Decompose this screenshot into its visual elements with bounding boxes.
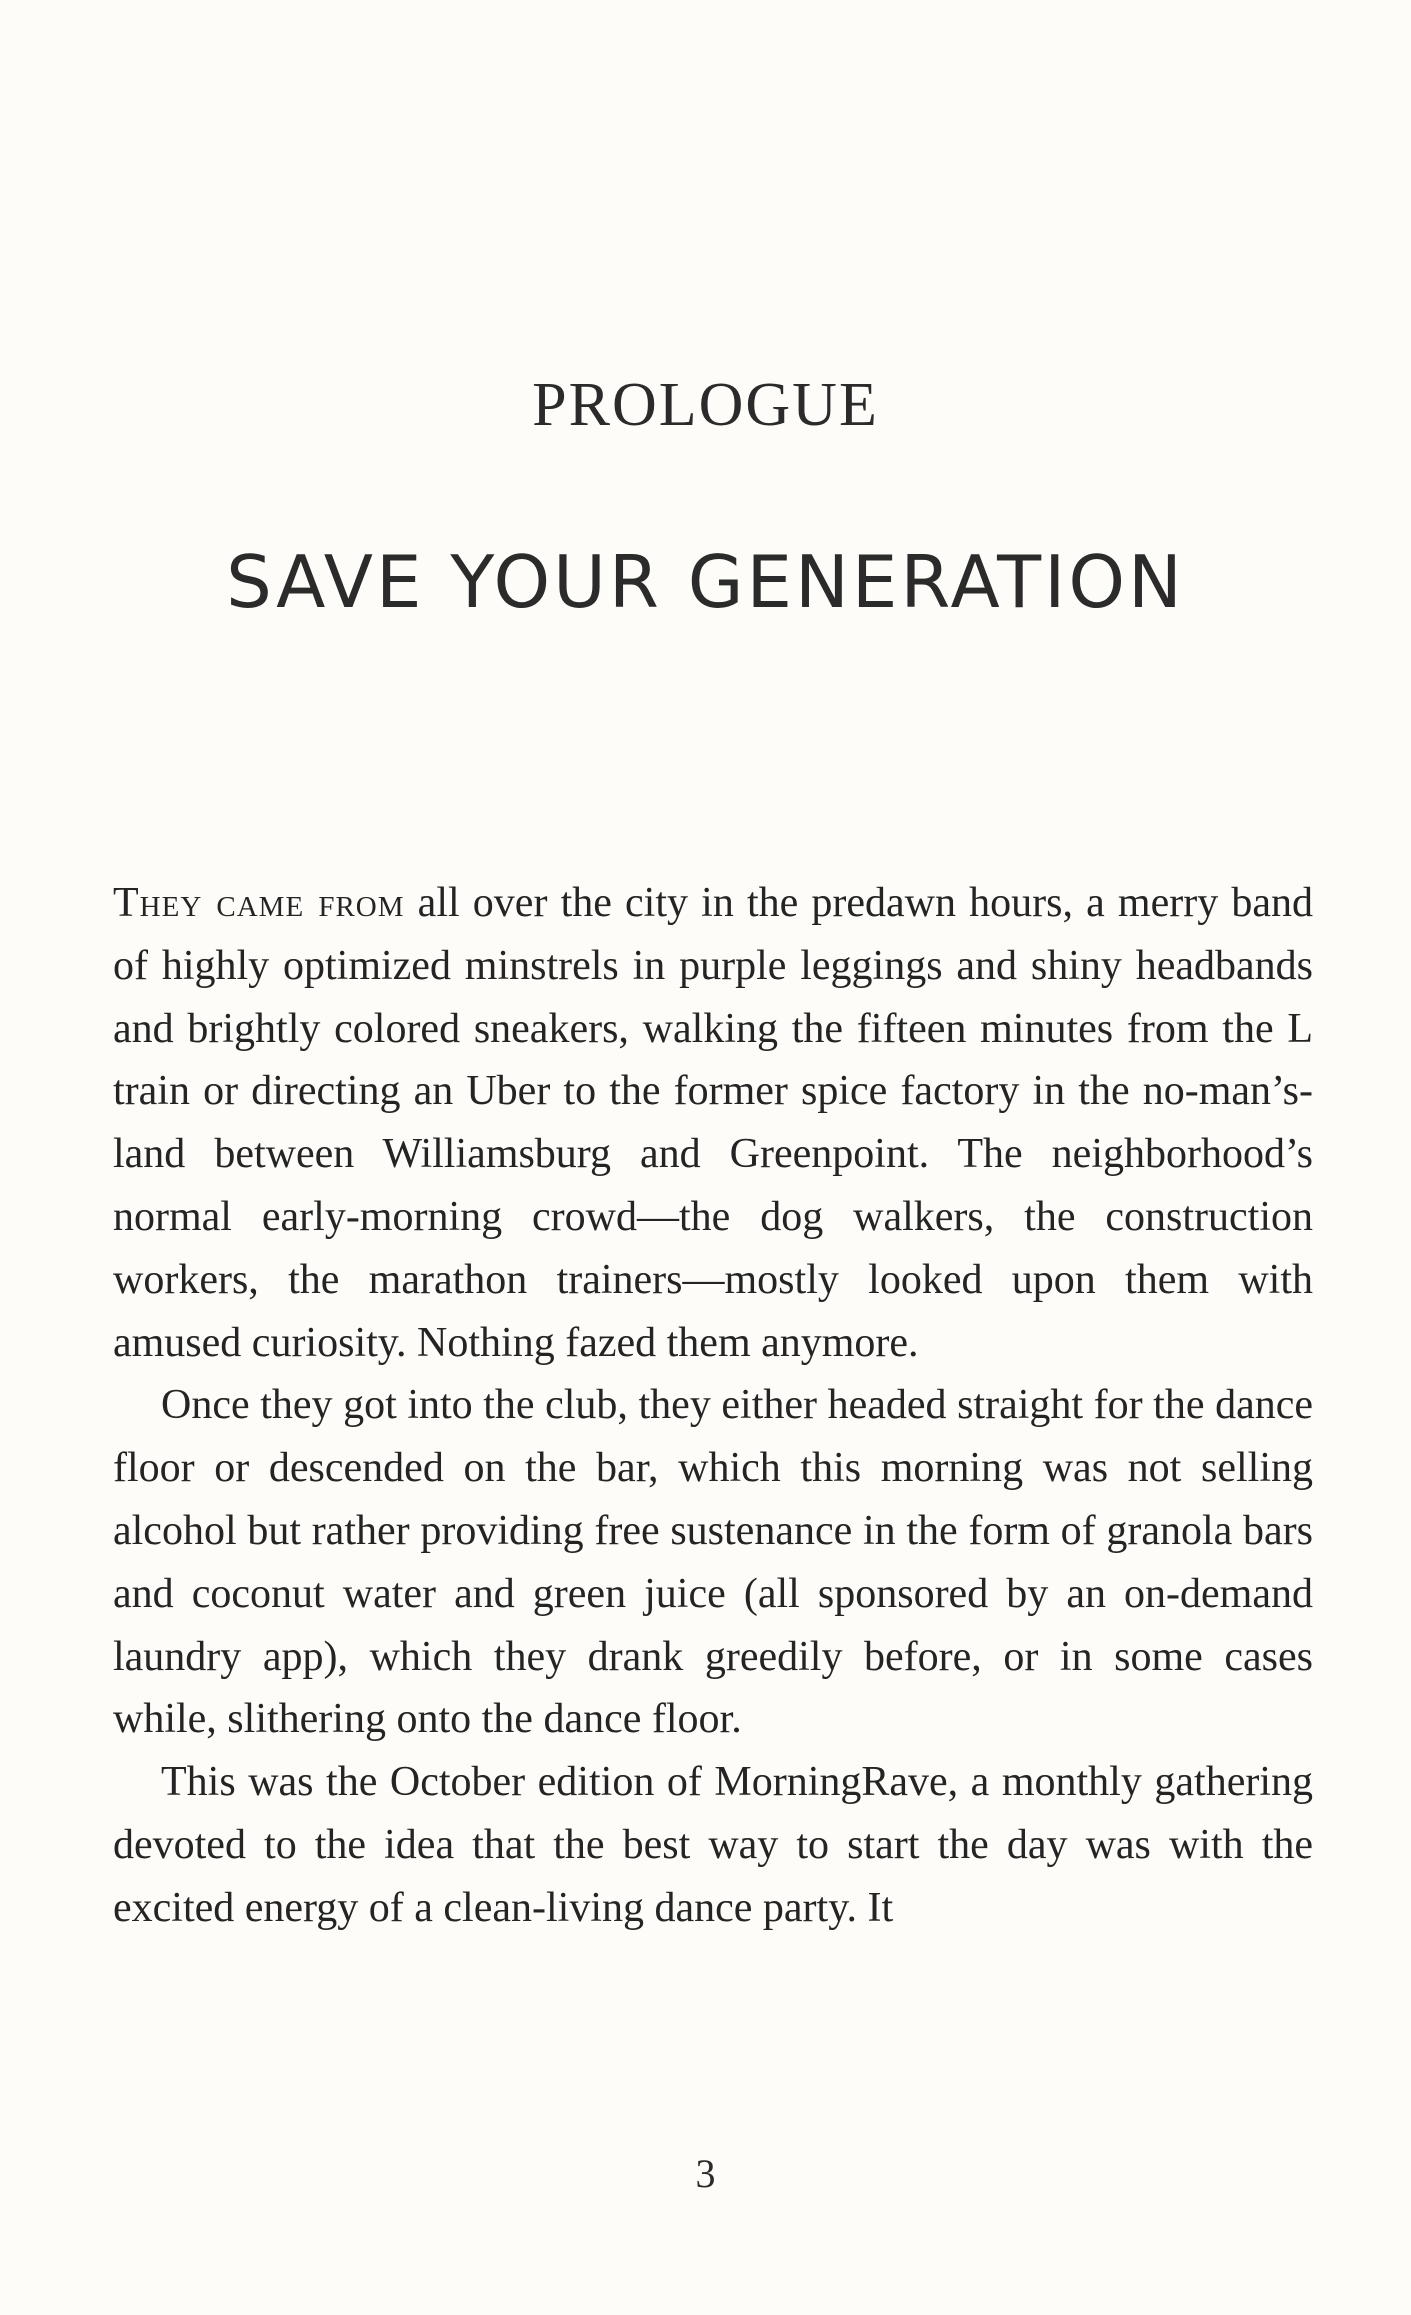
- paragraph-1: [113, 872, 1313, 1374]
- paragraph-2: Once they got into the club, they either headed straight for the dance floor or descended on the bar, which this morning was not selling alcohol but rather providing free sustenance in the form of granola bars and coconut water and green juice (all sponsored by an on-demand laundry app), which they drank greedily before, or in some cases while, slithering onto the dance floor.: [113, 1382, 1313, 1743]
- paragraph-3: This was the October edition of MorningRave, a monthly gathering devoted to the idea that the best way to start the day was with the excited energy of a clean-living dance party. It: [113, 1759, 1313, 1931]
- part-label: PROLOGUE: [532, 371, 879, 439]
- lead-in-smallcaps: They came from: [113, 880, 405, 926]
- paragraph-1-text: all over the city in the predawn hours, a merry band of highly optimized minstrels in purple leggings and shiny headbands and brightly colored sneakers, walking the fifteen minutes from the L train or directing an Uber to the former spice factory in the no-man’s-land between Williamsburg and Greenpoint. The neighborhood’s normal early-morning crowd—the dog walkers, the construction workers, the marathon trainers—mostly looked upon them with amused curiosity. Nothing fazed them anymore.: [113, 880, 1313, 1366]
- body-text: [113, 872, 1313, 1940]
- page-number: 3: [695, 2151, 716, 2196]
- chapter-title: SAVE YOUR GENERATION: [226, 540, 1185, 624]
